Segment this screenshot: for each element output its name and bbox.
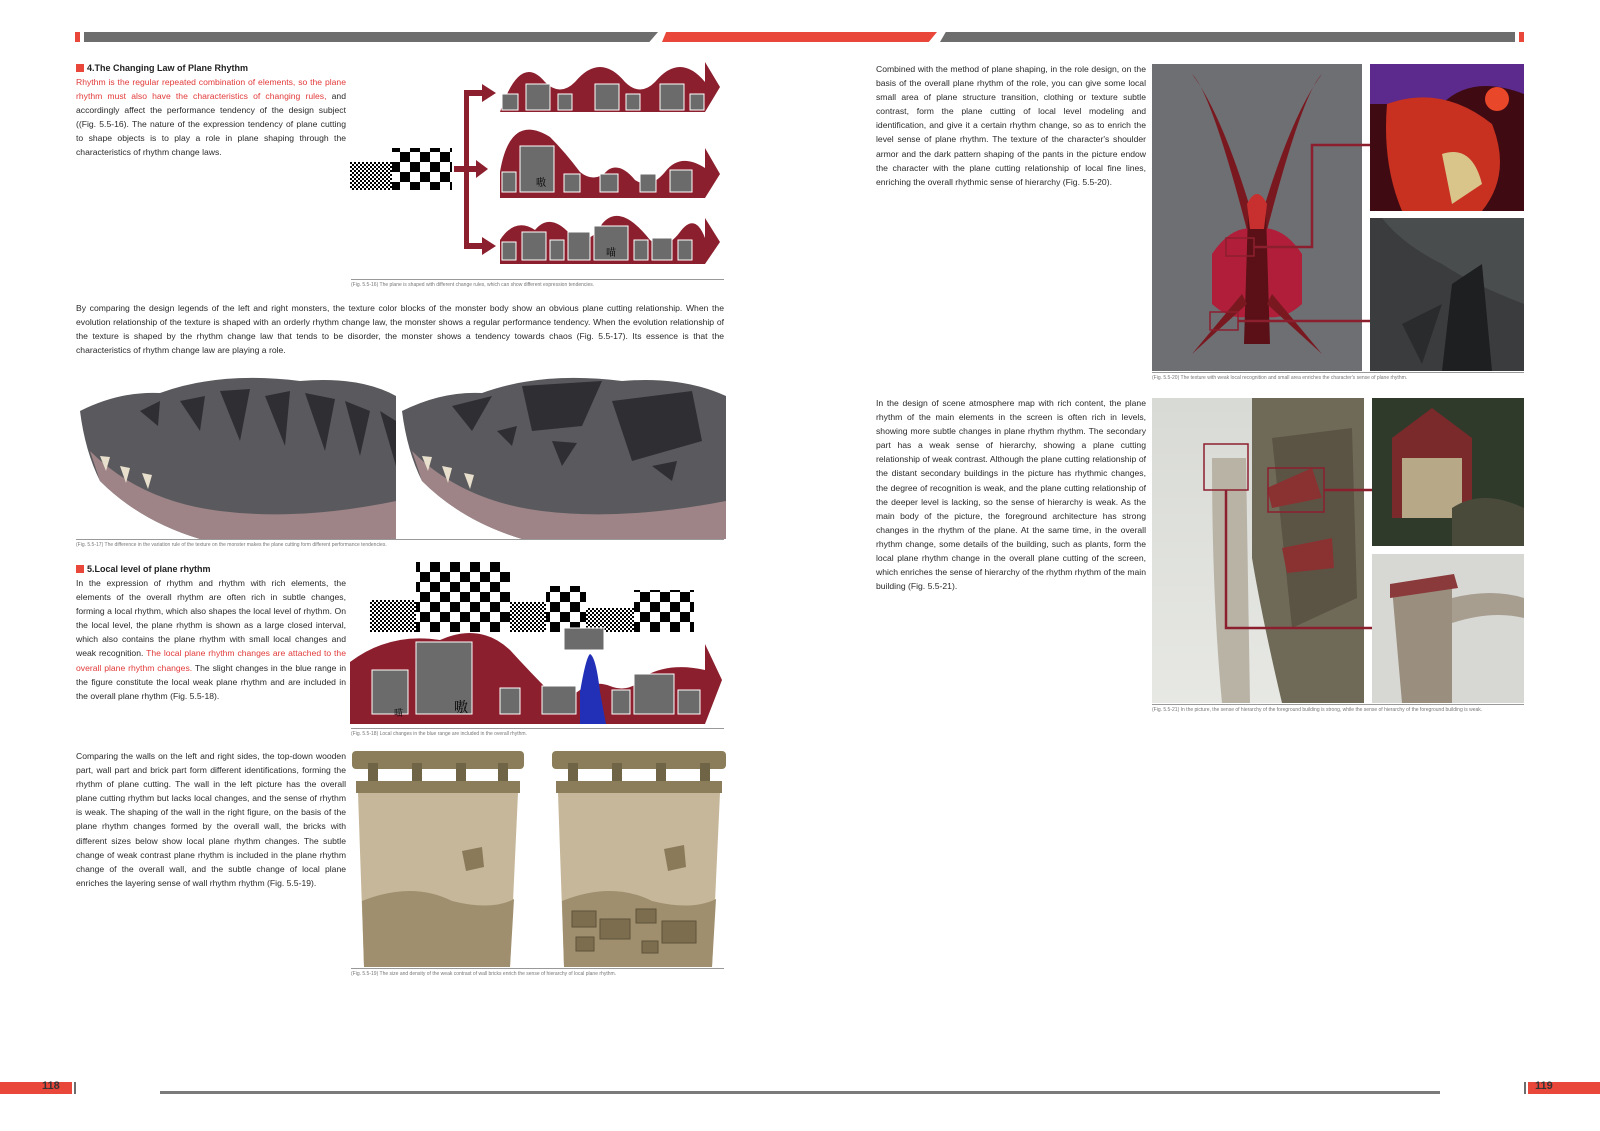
top-bar-center-accent xyxy=(662,32,937,42)
monster-left xyxy=(80,378,396,539)
section4-red-text: Rhythm is the regular repeated combination of elements, so the plane rhythm must also have the characteristics of changing rules, xyxy=(76,77,346,102)
top-bar-right xyxy=(940,32,1515,42)
wall-left xyxy=(352,751,524,967)
svg-text:喵: 喵 xyxy=(606,248,616,259)
wall-paragraph: Comparing the walls on the left and right sides, the top-down wooden part, wall part and brick part form different identifications, forming the rhythm of plane cutting. The wall in the left picture has the overall plane cutting rhythm but lacks local changes, and the sense of rhythm is weak. The shaping of the wall in the right figure, on the basis of the plane rhythm changes formed by the overall wall, the bricks with different sizes below show local plane rhythm changes. The subtle change of weak contrast plane rhythm is included in the plane rhythm change of the overall wall, and the subtle change of local plane enriches the layering sense of wall rhythm rhythm (Fig. 5.5-19). xyxy=(76,751,346,888)
detail-crop-top xyxy=(1370,64,1524,211)
top-bar-right-accent xyxy=(1519,32,1524,42)
wall-right xyxy=(552,751,726,967)
scene-atmosphere-paragraph: In the design of scene atmosphere map with rich content, the plane rhythm of the main elements in the screen is often rich in levels, showing more subtle changes in plane rhythm rhythm. The secondary part has a weak sense of hierarchy, showing a plane cutting relationship of weak contrast. Although the plane cutting relationship of the distant secondary buildings in the picture has rhythmic changes, the degree of recognition is weak, and the plane cutting relationship of the deeper level is lacking, so the sense of hierarchy is weak. As the main body of the picture, the foreground architecture has strong changes in the rhythm of the plane. At the same time, in the overall rhythm change, some details of the building, such as plants, form the local plane rhythm change in the overall plane cutting of the screen, which enriches the sense of hierarchy of the rhythm rhythm of the main building (Fig. 5.5-21). xyxy=(876,398,1146,592)
bottom-right-tick xyxy=(1524,1082,1526,1094)
top-bar-left-accent xyxy=(75,32,80,42)
fig19-caption: (Fig. 5.5-19) The size and density of the weak contrast of wall bricks enrich the sense of hierarchy of local plane rhythm. xyxy=(351,968,724,977)
monster-paragraph: By comparing the design legends of the left and right monsters, the texture color blocks of the monster body show an obvious plane cutting relationship. When the evolution relationship of the texture is shaped with an orderly rhythm change law, the monster shows a regular performance tendency. When the evolution relationship of the texture is shaped by the rhythm change law that tends to be disorder, the monster shows a tendency towards chaos (Fig. 5.5-17). Its essence is that the characteristics of rhythm change law are playing a role. xyxy=(76,303,724,356)
bottom-left-tick xyxy=(74,1082,76,1094)
section5-paragraph: In the expression of rhythm and rhythm with rich elements, the elements of the overall rhythm are often rich in subtle changes, forming a local rhythm, which also shapes the local level of rhythm. On the local level, the plane rhythm is shown as a large closed interval, which also contains the plane rhythm with small local changes and weak recognition. The local plane rhythm changes are attached to the overall plane rhythm changes. The slight changes in the blue range in the figure constitute the local weak plane rhythm and are included in the overall plane rhythm (Fig. 5.5-18). xyxy=(76,578,347,701)
section5-heading: 5.Local level of plane rhythm xyxy=(76,564,211,574)
right-page-number: 119 xyxy=(1535,1080,1553,1092)
heading-square-marker xyxy=(76,64,84,72)
svg-text:喵: 喵 xyxy=(394,709,404,719)
svg-text:嗷: 嗷 xyxy=(454,700,468,716)
section5-red-text: The local plane rhythm changes are attached to the overall plane rhythm changes. xyxy=(76,648,346,673)
local-rhythm-diagram xyxy=(350,562,726,732)
fig21-caption: (Fig. 5.5-21) In the picture, the sense of hierarchy of the foreground building is strong, while the sense of hierarchy of the foreground building is weak. xyxy=(1152,704,1524,713)
top-bar-left xyxy=(84,32,658,42)
left-page-number: 118 xyxy=(42,1080,60,1092)
character-figure xyxy=(1152,64,1524,371)
section4-heading: 4.The Changing Law of Plane Rhythm xyxy=(76,63,248,73)
detail-crop-background xyxy=(1372,554,1524,703)
fig20-caption: (Fig. 5.5-20) The texture with weak local recognition and small area enriches the character's sense of plane rhythm. xyxy=(1152,372,1524,381)
fig16-caption: (Fig. 5.5-16) The plane is shaped with different change rules, which can show different expression tendencies. xyxy=(351,279,724,288)
monster-comparison-figure xyxy=(80,371,726,539)
fig18-caption: (Fig. 5.5-18) Local changes in the blue range are included in the overall rhythm. xyxy=(351,728,724,737)
scene-figure xyxy=(1152,398,1524,703)
bottom-rule xyxy=(160,1091,1440,1094)
section4-paragraph: Rhythm is the regular repeated combination of elements, so the plane rhythm must also have the characteristics of changing rules, and accordingly affect the performance tendency of the design subject ((Fig. 5.5-16). The nature of the expression tendency of plane cutting to shape objects is to play a role in plane shaping through the characteristics of rhythm change laws. xyxy=(76,77,346,158)
svg-text:嗷: 嗷 xyxy=(536,178,546,189)
monster-right xyxy=(402,378,726,539)
rhythm-diagram xyxy=(350,62,726,278)
small-checker-block xyxy=(350,162,392,190)
wall-comparison-figure xyxy=(352,751,726,967)
fig17-caption: (Fig. 5.5-17) The difference in the variation rule of the texture on the monster makes the plane cutting form different performance tendencies. xyxy=(76,539,724,548)
detail-crop-bottom xyxy=(1370,218,1524,371)
role-design-paragraph: Combined with the method of plane shaping, in the role design, on the basis of the overall plane rhythm of the role, you can give some local small area of plane structure transition, clothing or texture subtle contrast, form the plane cutting of local level modeling and identification, and give it a certain rhythm change, so as to enrich the level sense of plane rhythm. The texture of the character's shoulder armor and the dark pattern shaping of the pants in the picture endow the character with the plane cutting relationship of local fine lines, enriching the overall rhythmic sense of hierarchy (Fig. 5.5-20). xyxy=(876,64,1146,187)
bottom-left-number-bar xyxy=(0,1082,72,1094)
large-checker-block xyxy=(392,148,452,190)
detail-crop-foreground xyxy=(1372,398,1524,546)
heading-square-marker xyxy=(76,565,84,573)
